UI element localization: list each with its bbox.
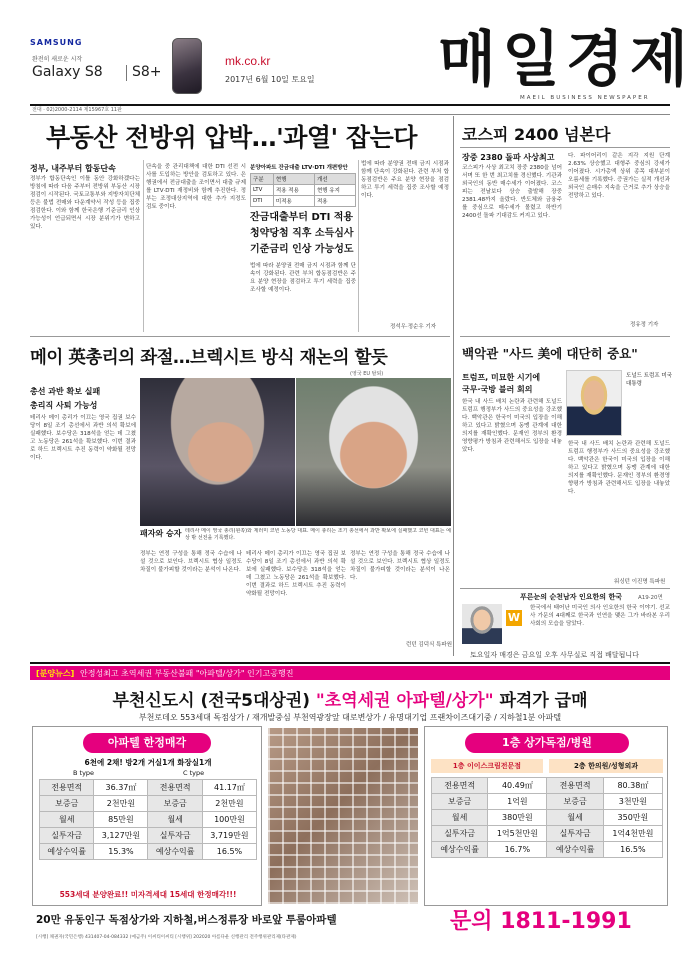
brexit-byline: 런던 김덕식 특파원 xyxy=(406,642,453,648)
ad-title[interactable] xyxy=(30,686,670,711)
table-cell: 3천만원 xyxy=(603,794,662,810)
table-cell: 2천만원 xyxy=(202,796,256,812)
table-row xyxy=(40,780,257,796)
samsung-ad[interactable] xyxy=(30,38,210,96)
table-cell: 월세 xyxy=(148,812,202,828)
brexit-headline[interactable]: 메이 英총리의 좌절…브렉시트 방식 재논의 할듯 xyxy=(30,348,388,368)
phone-image-icon xyxy=(172,38,202,94)
apt-type-b: B type xyxy=(73,769,95,777)
table-cell: 현행 유지 xyxy=(314,185,355,196)
lead-body-col1: 정부가 합동단속인 이틀 동안 강화하겠다는 방침에 따라 다음 주부터 전방위 부동산 시장 점검이 시작된다. 국토교통부와 지방자치단체 등은 불법 전매와 다운계약서 작성 등을 집중 점검한다. 이와 함께 한국은행 기준금리 인상 가능성이 언급되면서 시장 분위기가 변하고 있다. xyxy=(30,176,140,230)
table-cell: 전용면적 xyxy=(432,778,488,794)
table-cell: 80.38㎡ xyxy=(603,778,662,794)
ad-tag-text: 안정성최고 초역세권 부동산불패 "아파텔/상가" 인기고공행진 xyxy=(80,669,294,678)
table-cell: DTI xyxy=(251,196,274,207)
table-cell: 85만원 xyxy=(94,812,148,828)
table-cell: 3,719만원 xyxy=(202,828,256,844)
delivery-note: 토요일자 매경은 금요일 오후 사무실로 직접 배달됩니다 xyxy=(470,651,639,659)
store-label-2: 2층 한의원/성형외과 xyxy=(549,759,663,773)
table-cell: 15.3% xyxy=(94,844,148,860)
masthead-english: MAEIL BUSINESS NEWSPAPER xyxy=(520,95,650,101)
kospi-body-col1: 코스피가 사상 최고치 장중 2380을 넘어서며 또 한 번 최고치를 경신했다. 기관과 외국인의 동반 매수세가 이어졌다. 코스피는 전날보다 상승 출발해 장중 2381.48까지 올랐다. 반도체와 금융주를 중심으로 매수세가 몰렸고 하반기 2400선 돌파 기대감도 커지고 있다. xyxy=(462,165,562,219)
table-cell: 40.49㎡ xyxy=(488,778,547,794)
lead-body-col3: 법에 따라 분양권 전매 금지 시점과 함께 단속이 강화된다. 관련 부처 합동점검반은 주요 분양 현장을 점검하고 투기 세력을 집중 조사할 예정이다. xyxy=(250,263,356,293)
trump-photo xyxy=(566,370,622,436)
lead-byline: 정석우·정순우 기자 xyxy=(390,324,437,330)
apartment-panel-sub: 6천에 2채! 방2개 거실1개 화장실1개 xyxy=(84,758,212,767)
thaad-byline: 워싱턴 이진명 특파원 xyxy=(614,579,666,585)
table-cell: 월세 xyxy=(40,812,94,828)
table-row xyxy=(40,828,257,844)
table-cell: 전용면적 xyxy=(547,778,603,794)
ad-divider xyxy=(126,65,127,81)
brexit-body-col4: 정부는 연정 구성을 통해 정국 수습에 나설 것으로 보인다. 브렉시트 협상 일정도 차질이 불가피할 것이라는 분석이 나온다. xyxy=(350,551,450,581)
ad-phone[interactable] xyxy=(450,904,670,935)
table-cell: 월세 xyxy=(432,810,488,826)
store-panel[interactable] xyxy=(424,726,668,906)
ad-slogan: 완전히 새로운 시작 xyxy=(32,56,83,63)
column-body: 한국에서 태어난 미국인 의사 인요한의 한국 이야기. 선교사 가문의 4대째로 한국과 인연을 맺은 그가 바라본 우리 사회의 모습을 담았다. xyxy=(530,605,670,627)
thaad-body-col2: 한국 내 사드 배치 논란과 관련해 도널드 트럼프 행정부가 사드의 중요성을 강조했다. 백악관은 한국이 미국의 입장을 이해하고 있다고 밝혔으며 동맹 관계에 대한 의지를 재확인했다. 문재인 정부의 환경영향평가 방침과 관련해서도 입장을 내놓았다. xyxy=(568,441,670,495)
table-cell: 보증금 xyxy=(148,796,202,812)
table-cell: 380만원 xyxy=(488,810,547,826)
ad-subline: 부천로데오 553세대 독점상가 / 재개발중심 부천역광장앞 대로변상가 / 유명대기업 프랜차이즈대기중 / 지하철1분 아파텔 xyxy=(138,713,562,722)
issue-date: 2017년 6월 10일 토요일 xyxy=(225,75,315,84)
table-cell: 2천만원 xyxy=(94,796,148,812)
table-row xyxy=(432,842,663,858)
ad-product: Galaxy S8 xyxy=(32,64,103,80)
issue-line: 전대 · 02)2000-2114 제15967호 11판 xyxy=(32,107,122,113)
column-page: A19·20면 xyxy=(638,595,663,601)
table-row xyxy=(40,844,257,860)
apartment-note: 553세대 분양완료!! 미자격세대 15세대 한정매각!!! xyxy=(59,890,237,899)
ad-banner: 20만 유동인구 독점상가와 지하철,버스정류장 바로앞 투룸아파텔 xyxy=(36,914,337,926)
kospi-body-col2: 다. 파이어리이 같은 지각 지원 단계 2.63% 상승했고 대형주 중심의 강세가 이어졌다. 시가총액 상위 종목 대부분이 오름세를 기록했다. 증권가는 실적 개선과 외국인 순매수 지속을 근거로 추가 상승을 전망하고 있다. xyxy=(568,153,670,199)
brexit-body-col3: 테리사 메이 총리가 이끄는 영국 집권 보수당이 8일 조기 총선에서 과반 의석 확보에 실패했다. 보수당은 318석을 얻는 데 그쳤고 노동당은 261석을 확보했다. 이번 결과로 하드 브렉시트 추진 동력이 약화될 전망이다. xyxy=(246,551,346,597)
ad-tag: [분양뉴스] xyxy=(36,669,75,678)
table-cell: 예상수익률 xyxy=(432,842,488,858)
ad-title-part2: "초역세권 아파텔/상가" xyxy=(315,691,494,711)
column-author-photo xyxy=(462,604,502,644)
table-cell: 실투자금 xyxy=(547,826,603,842)
ad-tag-bar[interactable] xyxy=(30,666,670,680)
lead-body-col2: 단속을 중 관리대책에 대한 DTI 선전 시사를 도입하는 방안을 검토하고 있다. 은행권에서 전금대출을 조이면서 대출 규제를 LTV·DTI 재정비와 함께 추진한다. 정부는 조정대상지역에 대한 추가 지정도 검토 중이다. xyxy=(146,164,246,210)
brexit-sub2: 총리직 사퇴 가능성 xyxy=(30,401,98,410)
table-cell: 적용 적용 xyxy=(273,185,314,196)
table-cell: 36.37㎡ xyxy=(94,780,148,796)
column-title[interactable]: 푸른눈의 순천남자 인요한의 한국 xyxy=(520,593,622,601)
site-url[interactable]: mk.co.kr xyxy=(225,54,271,68)
kospi-subhead: 장중 2380 돌파 사상최고 xyxy=(462,153,555,162)
ad-phone-number: 1811-1991 xyxy=(500,909,632,934)
table-cell: 1억4천만원 xyxy=(603,826,662,842)
table-row xyxy=(432,826,663,842)
table-cell: 전용면적 xyxy=(148,780,202,796)
lead-subhead: 정부, 내주부터 합동단속 xyxy=(30,164,116,173)
thaad-headline[interactable]: 백악관 "사드 美에 대단히 중요" xyxy=(462,346,638,361)
apt-type-c: C type xyxy=(183,769,205,777)
table-row xyxy=(432,810,663,826)
table-cell: 16.5% xyxy=(202,844,256,860)
table-cell: 보증금 xyxy=(40,796,94,812)
table-cell: 350만원 xyxy=(603,810,662,826)
table-cell: 예상수익률 xyxy=(547,842,603,858)
corbyn-photo xyxy=(296,378,451,526)
table-title: 분양아파트 잔금대출 LTV·DTI 개편방안 xyxy=(250,165,348,171)
store-table xyxy=(431,777,663,858)
thaad-sub2: 국무·국방 블러 회의 xyxy=(462,385,533,394)
photo-caption: 테리사 메이 영국 총리(왼쪽)와 제러미 코빈 노동당 대표. 메이 총리는 조기 총선에서 과반 확보에 실패했고 코빈 대표는 예상 밖 선전을 기록했다. xyxy=(185,528,451,541)
table-cell: 3,127만원 xyxy=(94,828,148,844)
table-cell: 1억5천만원 xyxy=(488,826,547,842)
brexit-credit: (영국 EU 탈퇴) xyxy=(350,371,384,377)
may-photo xyxy=(140,378,295,526)
table-cell: 16.5% xyxy=(603,842,662,858)
table-cell: 예상수익률 xyxy=(148,844,202,860)
store-panel-title: 1층 상가독점/병원 xyxy=(465,733,629,753)
table-cell: 전용면적 xyxy=(40,780,94,796)
ad-title-part3: 파격가 급매 xyxy=(499,691,588,711)
samsung-logo: SAMSUNG xyxy=(30,38,83,47)
lead-body-col4: 법에 따라 분양권 전매 금지 시점과 함께 단속이 강화된다. 관련 부처 합동점검반은 주요 분양 현장을 점검하고 투기 세력을 집중 조사할 예정이다. xyxy=(361,161,449,199)
trump-photo-caption: 도널드 트럼프 미국 대통령 xyxy=(626,373,673,387)
table-cell: 실투자금 xyxy=(148,828,202,844)
apartment-table xyxy=(39,779,257,860)
ad-title-part1: 부천신도시 (전국5대상권) xyxy=(112,691,310,711)
table-cell: 월세 xyxy=(547,810,603,826)
building-illustration xyxy=(268,728,418,904)
brexit-body-col1: 테리사 메이 총리가 이끄는 영국 집권 보수당이 8일 조기 총선에서 과반 의석 확보에 실패했다. 보수당은 318석을 얻는 데 그쳤고 노동당은 261석을 확보했다. 이번 결과로 하드 브렉시트 추진 동력이 약화될 전망이다. xyxy=(30,415,136,461)
table-row xyxy=(251,185,356,196)
kospi-headline[interactable]: 코스피 2400 넘본다 xyxy=(462,125,611,144)
table-cell: 실투자금 xyxy=(432,826,488,842)
table-row xyxy=(40,812,257,828)
table-cell: 16.7% xyxy=(488,842,547,858)
table-cell: 적용 xyxy=(314,196,355,207)
table-cell: 1억원 xyxy=(488,794,547,810)
table-header: 개선 xyxy=(314,174,355,185)
table-header: 현행 xyxy=(273,174,314,185)
kospi-byline: 정유정 기자 xyxy=(630,322,659,328)
table-cell: 예상수익률 xyxy=(40,844,94,860)
table-row xyxy=(251,196,356,207)
table-header: 구분 xyxy=(251,174,274,185)
table-cell: 보증금 xyxy=(547,794,603,810)
ad-fine-print: [시행] 채권자(국민은행) 431407-04-084332 (예금주) 이씨티이씨티 [시행위] 202020 아름다운 신행관리 전주행위관리제(타관제) xyxy=(36,935,297,940)
store-label-1: 1층 이이스크림전문점 xyxy=(431,759,543,773)
table-cell: 미적용 xyxy=(273,196,314,207)
ad-phone-label: 문의 xyxy=(450,909,493,934)
brexit-body-col2: 정부는 연정 구성을 통해 정국 수습에 나설 것으로 보인다. 브렉시트 협상 일정도 차질이 불가피할 것이라는 분석이 나온다. xyxy=(140,551,242,573)
thaad-body-col1: 한국 내 사드 배치 논란과 관련해 도널드 트럼프 행정부가 사드의 중요성을 강조했다. 백악관은 한국이 미국의 입장을 이해하고 있다고 밝혔으며 동맹 관계에 대한 의지를 재확인했다. 문재인 정부의 환경영향평가 방침과 관련해서도 입장을 내놓았다. xyxy=(462,399,562,453)
table-cell: 보증금 xyxy=(432,794,488,810)
thaad-sub1: 트럼프, 미묘한 시기에 xyxy=(462,373,541,382)
apartment-panel-title: 아파텔 한정매각 xyxy=(83,733,211,753)
ltv-dti-table xyxy=(250,163,356,207)
table-row xyxy=(40,796,257,812)
table-cell: 41.17㎡ xyxy=(202,780,256,796)
apartment-panel[interactable] xyxy=(32,726,262,906)
table-row xyxy=(432,794,663,810)
table-row xyxy=(432,778,663,794)
lead-headline[interactable]: 부동산 전방위 압박…'과열' 잡는다 xyxy=(46,123,417,152)
ad-product-plus: S8+ xyxy=(132,64,162,80)
photo-label: 패자와 승자 xyxy=(140,529,182,538)
table-cell: LTV xyxy=(251,185,274,196)
column-logo-icon: W xyxy=(507,611,521,624)
brexit-sub1: 총선 과반 확보 실패 xyxy=(30,387,101,396)
table-cell: 실투자금 xyxy=(40,828,94,844)
lead-summary-box: 잔금대출부터 DTI 적용 청약당첨 직후 소득심사 기준금리 인상 가능성도 xyxy=(250,212,354,255)
masthead: 매일경제 xyxy=(438,25,694,95)
table-cell: 100만원 xyxy=(202,812,256,828)
